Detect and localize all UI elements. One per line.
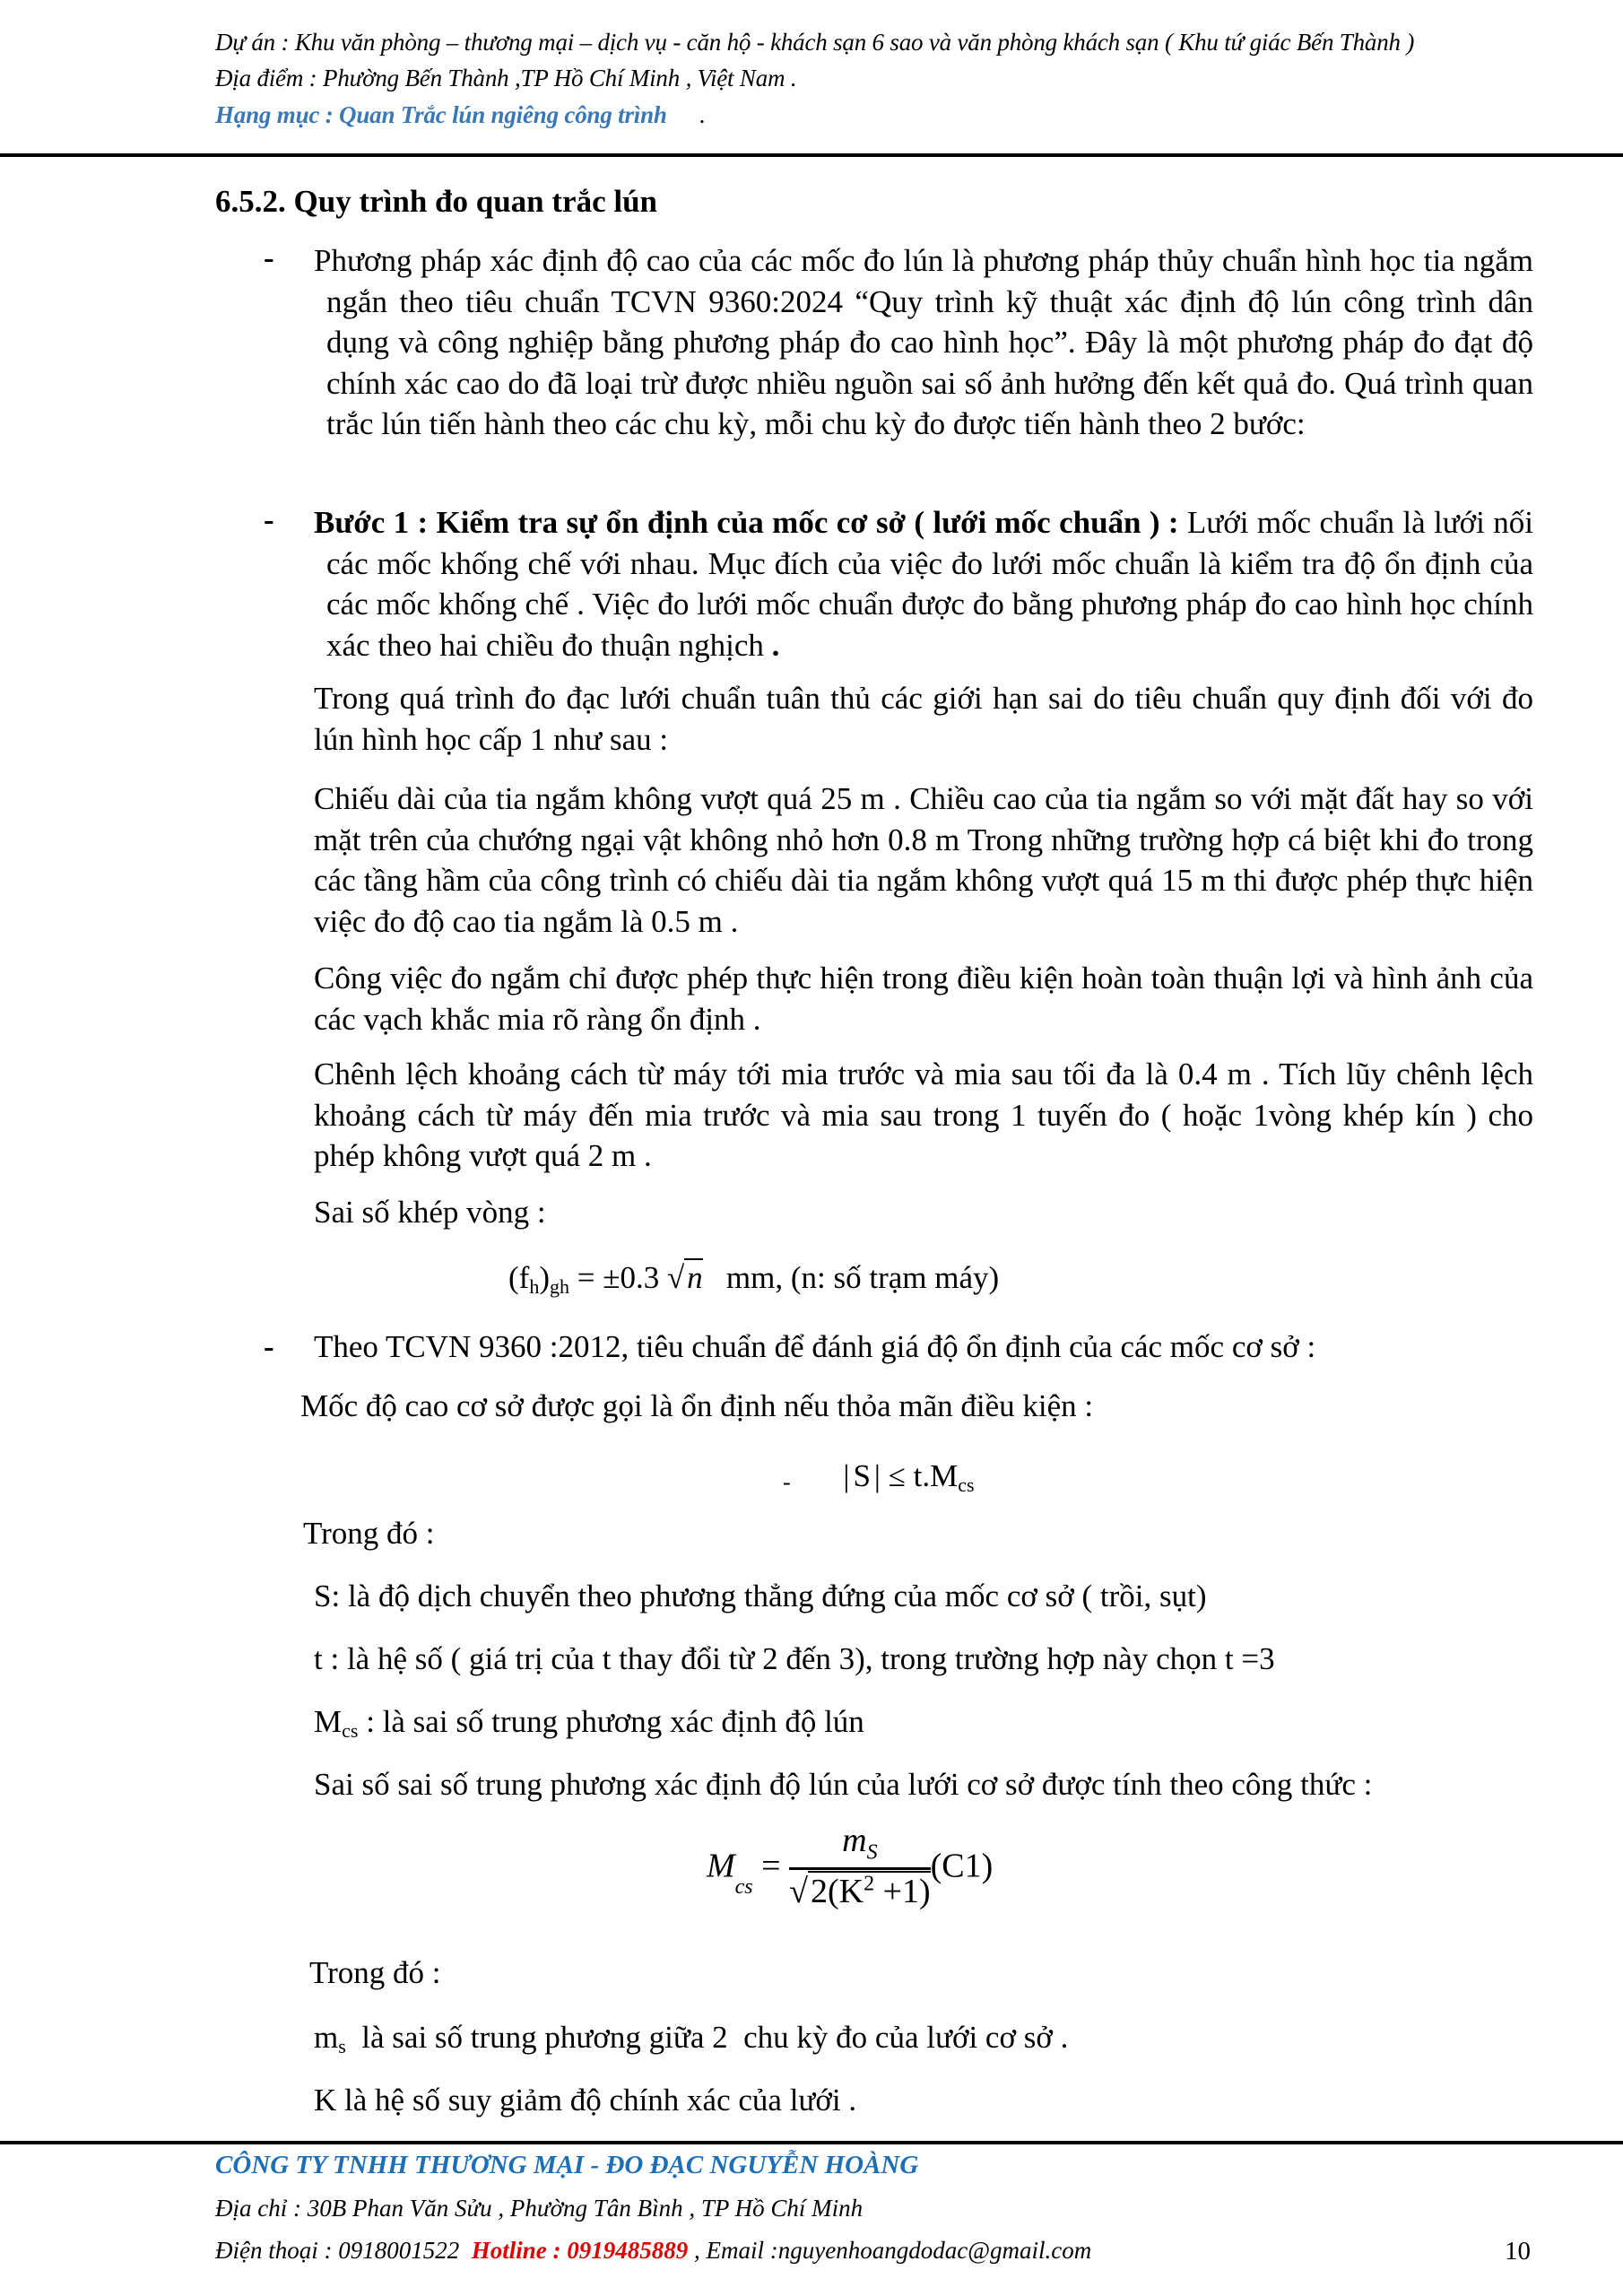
definition-mcs	[314, 1704, 864, 1743]
definition-s: S: là độ dịch chuyển theo phương thẳng đứng của mốc cơ sở ( trồi, sụt)	[314, 1578, 1207, 1613]
definition-mcs-symbol: M	[314, 1704, 343, 1739]
paragraph-where-2: Trong đó :	[309, 1955, 441, 1990]
paragraph-method-text: Phương pháp xác định độ cao của các mốc đo lún là phương pháp thủy chuẩn hình học tia ngắm ngắn theo tiêu chuẩn TCVN 9360:2024 “Quy trình kỹ thuật xác định độ lún công trình dân dụng và công nghiệp bằng phương pháp đo cao hình học”. Đây là một phương pháp đo đạt độ chính xác cao do đã loại trừ được nhiều nguồn sai số ảnh hưởng đến kết quả đo. Quá trình quan trắc lún tiến hành theo các chu kỳ, mỗi chu kỳ đo được tiến hành theo 2 bước:	[314, 243, 1533, 441]
footer-email[interactable]: , Email :nguyenhoangdodac@gmail.com	[688, 2237, 1092, 2264]
formula-mcs-lhs-sub: cs	[734, 1875, 753, 1900]
abs-bar-left-icon: |	[843, 1458, 850, 1493]
definition-ms-sub: s	[338, 2035, 346, 2057]
step1-title: Bước 1 : Kiểm tra sự ổn định của mốc cơ sở ( lưới mốc chuẩn ) :	[314, 505, 1179, 540]
step1-end: .	[763, 627, 780, 663]
formula-stability-sub: cs	[958, 1474, 975, 1496]
definition-t: t : là hệ số ( giá trị của t thay đổi từ 2 đến 3), trong trường hợp này chọn t =3	[314, 1641, 1275, 1676]
formula-stability-rel: ≤ t.M	[888, 1458, 959, 1493]
paragraph-step1	[314, 502, 1533, 665]
formula-closure-unit: mm, (n: số trạm máy)	[702, 1260, 1000, 1295]
definition-ms-symbol: m	[314, 2020, 339, 2055]
definition-ms	[314, 2020, 1068, 2058]
formula-stability	[783, 1458, 975, 1497]
footer-company: CÔNG TY TNHH THƯƠNG MẠI - ĐO ĐẠC NGUYỄN HOÀNG	[215, 2151, 919, 2179]
formula-stability-var: S	[853, 1458, 871, 1493]
header-project: Dự án : Khu văn phòng – thương mại – dịch vụ - căn hộ - khách sạn 6 sao và văn phòng khách sạn ( Khu tứ giác Bến Thành )	[215, 29, 1415, 56]
header-divider	[0, 153, 1623, 157]
footer-hotline: Hotline : 0919485889	[471, 2237, 689, 2264]
paragraph-formula-intro: Sai số sai số trung phương xác định độ lún của lưới cơ sở được tính theo công thức :	[314, 1767, 1373, 1802]
paragraph-standard: Theo TCVN 9360 :2012, tiêu chuẩn để đánh giá độ ổn định của các mốc cơ sở :	[314, 1329, 1316, 1364]
paragraph-closure-error: Sai số khép vòng :	[314, 1195, 546, 1230]
header-category	[215, 101, 706, 129]
formula-mcs-eq: =	[752, 1847, 790, 1885]
sqrt-icon: √	[789, 1872, 808, 1910]
formula-mcs-fraction	[789, 1821, 931, 1911]
section-heading: 6.5.2. Quy trình đo quan trắc lún	[215, 184, 658, 219]
paragraph-limits: Trong quá trình đo đạc lưới chuẩn tuân thủ các giới hạn sai do tiêu chuẩn quy định đối với đo lún hình học cấp 1 như sau :	[314, 681, 1533, 757]
step1-text: Lưới mốc chuẩn là lưới nối các mốc khống chế với nhau. Mục đích của việc đo lưới mốc chuẩn là kiểm tra độ ổn định của các mốc khống chế . Việc đo lưới mốc chuẩn được đo bằng phương pháp đo cao hình học chính xác theo hai chiều đo thuận nghịch	[326, 505, 1533, 663]
formula-closure-coef: 0.3	[620, 1260, 667, 1295]
formula-mcs-lhs: M	[707, 1847, 735, 1885]
formula-closure-paren: )	[539, 1260, 550, 1295]
footer-phone: Điện thoại : 0918001522	[215, 2237, 472, 2264]
header-category-dot: .	[699, 101, 706, 128]
page-number: 10	[1505, 2237, 1531, 2266]
definition-mcs-text: : là sai số trung phương xác định độ lún	[358, 1704, 864, 1739]
footer-contact	[215, 2237, 1091, 2265]
formula-stability-dash: -	[783, 1469, 791, 1495]
formula-closure-var: n	[684, 1258, 703, 1295]
paragraph-distance-diff: Chênh lệch khoảng cách từ máy tới mia trước và mia sau tối đa là 0.4 m . Tích lũy chênh lệch khoảng cách từ máy đến mia trước và mia sau trong 1 tuyến đo ( hoặc 1vòng khép kín ) cho phép không vượt quá 2 m .	[314, 1057, 1533, 1173]
sqrt-icon: √	[666, 1260, 685, 1295]
paragraph-where-1: Trong đó :	[303, 1516, 435, 1551]
definition-k: K là hệ số suy giảm độ chính xác của lưới .	[314, 2083, 857, 2118]
paragraph-method	[314, 240, 1533, 445]
formula-closure-sub-gh: gh	[549, 1275, 569, 1298]
formula-closure-eq: =	[568, 1260, 603, 1295]
formula-mcs-label: (C1)	[930, 1847, 994, 1885]
definition-mcs-sub: cs	[342, 1719, 359, 1742]
paragraph-stable-condition: Mốc độ cao cơ sở được gọi là ổn định nếu thỏa mãn điều kiện :	[300, 1388, 1094, 1423]
header-location: Địa điểm : Phường Bến Thành ,TP Hồ Chí Minh , Việt Nam .	[215, 65, 797, 91]
definition-ms-text: là sai số trung phương giữa 2 chu kỳ đo của lưới cơ sở .	[345, 2020, 1069, 2055]
footer-divider	[0, 2141, 1623, 2144]
formula-mcs-numerator: $m_S$	[842, 1822, 878, 1865]
formula-mcs	[707, 1821, 993, 1911]
formula-closure-f: (f	[508, 1260, 530, 1295]
formula-closure	[508, 1260, 999, 1299]
formula-mcs-denominator: $√2(K^2 +1)$	[789, 1867, 931, 1911]
header-category-label: Hạng mục : Quan Trắc lún ngiêng công trình	[215, 101, 667, 128]
formula-closure-sub-h: h	[529, 1275, 540, 1298]
bullet-dash: -	[264, 502, 274, 537]
footer-address: Địa chỉ : 30B Phan Văn Sửu , Phường Tân Bình , TP Hồ Chí Minh	[215, 2195, 864, 2222]
paragraph-conditions: Công việc đo ngắm chỉ được phép thực hiện trong điều kiện hoàn toàn thuận lợi và hình ảnh của các vạch khắc mia rõ ràng ổn định .	[314, 961, 1533, 1037]
paragraph-sight-length: Chiếu dài của tia ngắm không vượt quá 25 m . Chiều cao của tia ngắm so với mặt đất hay so với mặt trên của chướng ngại vật không nhỏ hơn 0.8 m Trong những trường hợp cá biệt khi đo trong các tầng hầm của công trình có chiếu dài tia ngắm không vượt quá 15 m thi được phép thực hiện việc đo độ cao tia ngắm là 0.5 m .	[314, 781, 1533, 939]
plus-minus-icon: ±	[603, 1260, 621, 1295]
abs-bar-right-icon: |	[873, 1458, 881, 1493]
bullet-dash: -	[264, 1329, 274, 1364]
bullet-dash: -	[264, 240, 274, 275]
